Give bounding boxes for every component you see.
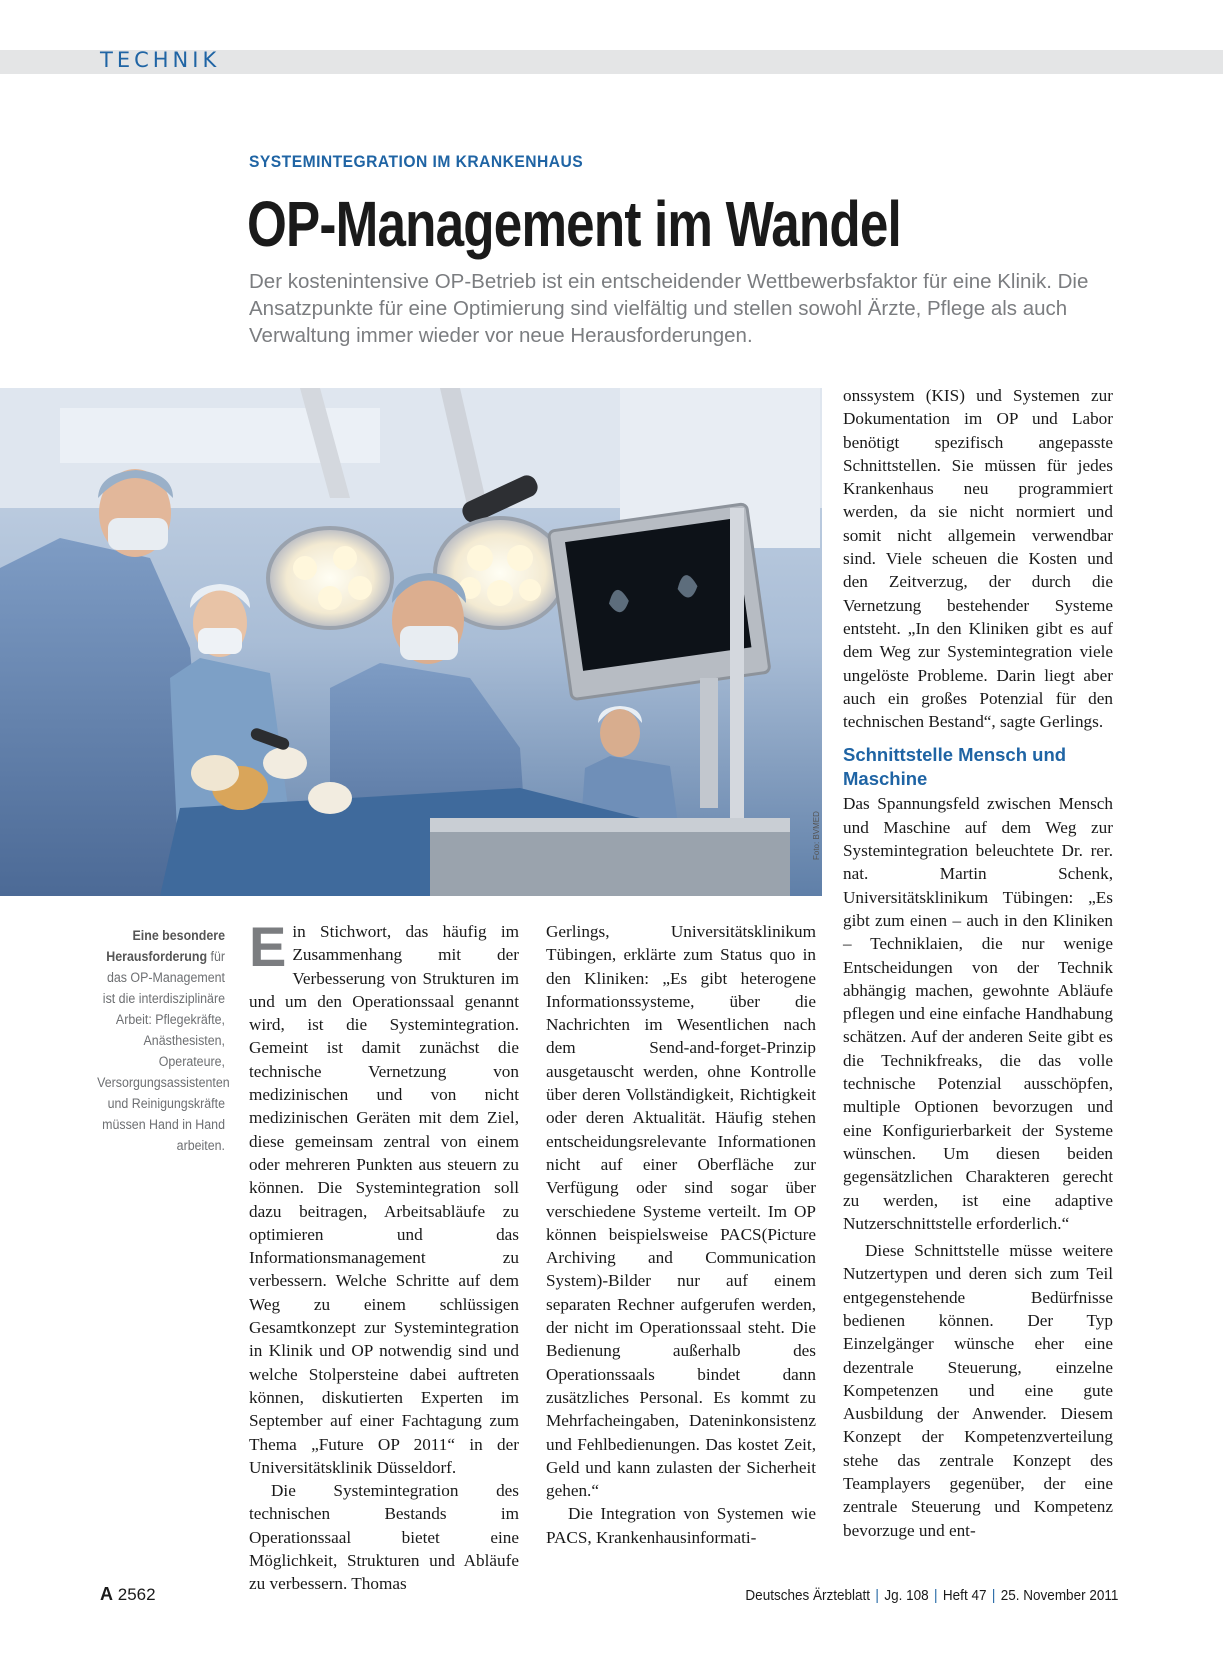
article-headline: OP-Management im Wandel [247, 188, 901, 260]
journal-footer: Deutsches Ärzteblatt | Jg. 108 | Heft 47 | 25. November 2011 [745, 1587, 1118, 1604]
body-column-1 [249, 915, 519, 1596]
article-lead: Der kostenintensive OP-Betrieb ist ein entscheidender Wettbewerbsfaktor für eine Klinik. Die Ansatzpunkte für eine Optimierung sind vielfältig und stellen sowohl Ärzte, Pflege als auch Verwaltung immer wieder vor neue Herausforderungen. [249, 270, 1089, 347]
section-label: TECHNIK [100, 48, 221, 72]
page-number [100, 1584, 156, 1605]
body-paragraph: in Stichwort, das häufig im Zusammenhang mit der Verbesserung von Strukturen im und um den Operationssaal genannt wird, ist die Systemintegration. Gemeint ist damit zunächst die technische Vernetzung von medizinischen und von nicht medizinischen Geräten mit dem Ziel, diese gemeinsam zentral von einem oder mehreren Punkten aus steuern zu können. Die Systemintegration soll dazu beitragen, Arbeitsabläufe zu optimieren und das Informationsmanagement zu verbessern. Welche Schritte auf dem Weg zu einem schlüssigen Gesamtkonzept zur Systemintegration in Klinik und OP notwendig sind und welche Stolpersteine dabei auftreten können, diskutierten Experten im September auf einer Fachtagung zum Thema „Future OP 2011“ in der Universitätsklinik Düsseldorf. [249, 922, 519, 1477]
body-paragraph: Diese Schnittstelle müsse weitere Nutzertypen und deren sich zum Teil entgegenstehende Bedürfnisse bedienen können. Der Typ Einzelgänger wünsche eher eine dezentrale Steuerung, einzelne Kompetenzen und eine gute Ausbildung der Anwender. Diesem Konzept der Kompetenzverteilung stehe das zentrale Konzept des Teamplayers gegenüber, der eine zentrale Steuerung und Kompetenz bevorzuge und ent- [843, 1241, 1113, 1540]
journal-date: 25. November 2011 [1000, 1587, 1118, 1604]
journal-name: Deutsches Ärzteblatt [745, 1587, 870, 1604]
body-paragraph: Die Systemintegration des technischen Bestands im Operationssaal bietet eine Möglichkeit, Strukturen und Abläufe zu verbessern. Thomas [249, 1481, 519, 1594]
article-kicker: SYSTEMINTEGRATION IM KRANKENHAUS [249, 152, 584, 171]
journal-volume: Jg. 108 [883, 1587, 929, 1604]
caption-emphasis: Eine besondere Herausforderung [106, 928, 225, 964]
photo-credit: Foto: BVMED [812, 811, 821, 860]
drop-cap: E [249, 915, 287, 978]
body-paragraph: Die Integration von Systemen wie PACS, Krankenhausinformati- [546, 1504, 816, 1547]
journal-issue: Heft 47 [942, 1587, 987, 1604]
caption-text: für das OP-Management ist die interdisziplinäre Arbeit: Pflegekräfte, Anästhesisten, Operateure, Versorgungsassistenten und Reinigungskräfte müssen Hand in Hand arbeiten. [97, 949, 230, 1153]
operating-room-photo [0, 388, 822, 896]
body-paragraph: onssystem (KIS) und Systemen zur Dokumentation im OP und Labor benötigt spezifisch angepasste Schnittstellen. Sie müssen für jedes Krankenhaus neu programmiert werden, da sie nicht normiert und somit nicht allgemein verwendbar sind. Viele scheuen die Kosten und den Zeitverzug, der durch die Vernetzung bestehender Systeme entsteht. „In den Kliniken gibt es auf dem Weg zur Systemintegration viele ungelöste Probleme. Darin liegt aber auch ein großes Potenzial für den technischen Bestand“, sagte Gerlings. [843, 386, 1113, 732]
folio-page: 2562 [117, 1585, 156, 1604]
body-paragraph: Das Spannungsfeld zwischen Mensch und Maschine auf dem Weg zur Systemintegration beleuchtete Dr. rer. nat. Martin Schenk, Universitätsklinikum Tübingen: „Es gibt zum einen – auch in den Kliniken – Techniklaien, die nur wenige Entscheidungen von der Technik abhängig machen, gewohnte Abläufe pflegen und eine einfache Handhabung schätzen. Auf der anderen Seite gibt es die Technikfreaks, die das volle technische Potenzial ausschöpfen, multiple Optionen bevorzugen und eine Konfigurierbarkeit der Systeme wünschen. Um diesen beiden gegensätzlichen Charakteren gerecht zu werden, ist eine adaptive Nutzerschnittstelle erforderlich.“ [843, 794, 1113, 1233]
folio-letter: A [100, 1584, 113, 1604]
body-column-2 [546, 920, 816, 1549]
section-subhead: Schnittstelle Mensch und Maschine [843, 744, 1067, 790]
body-column-3 [843, 384, 1113, 1542]
body-paragraph: Gerlings, Universitätsklinikum Tübingen, erklärte zum Status quo in den Kliniken: „Es gibt heterogene Informationssysteme, über die Nachrichten im Wesentlichen nach dem Send-and-forget-Prinzip ausgetauscht werden, ohne Kontrolle über deren Vollständigkeit, Richtigkeit oder deren Aktualität. Häufig stehen entscheidungsrelevante Informationen nicht auf einer Oberfläche zur Verfügung oder sind sogar über verschiedene Systeme verteilt. Im OP können beispielsweise PACS(Picture Archiving and Communication System)-Bilder nur auf einem separaten Rechner aufgerufen werden, der nicht im Operationssaal steht. Die Bedienung außerhalb des Operationssaals bindet dann zusätzliches Personal. Es kommt zu Mehrfacheingaben, Dateninkonsistenz und Fehlbedienungen. Das kostet Zeit, Geld und kann zulasten der Sicherheit gehen.“ [546, 922, 816, 1501]
photo-caption [97, 925, 230, 1156]
